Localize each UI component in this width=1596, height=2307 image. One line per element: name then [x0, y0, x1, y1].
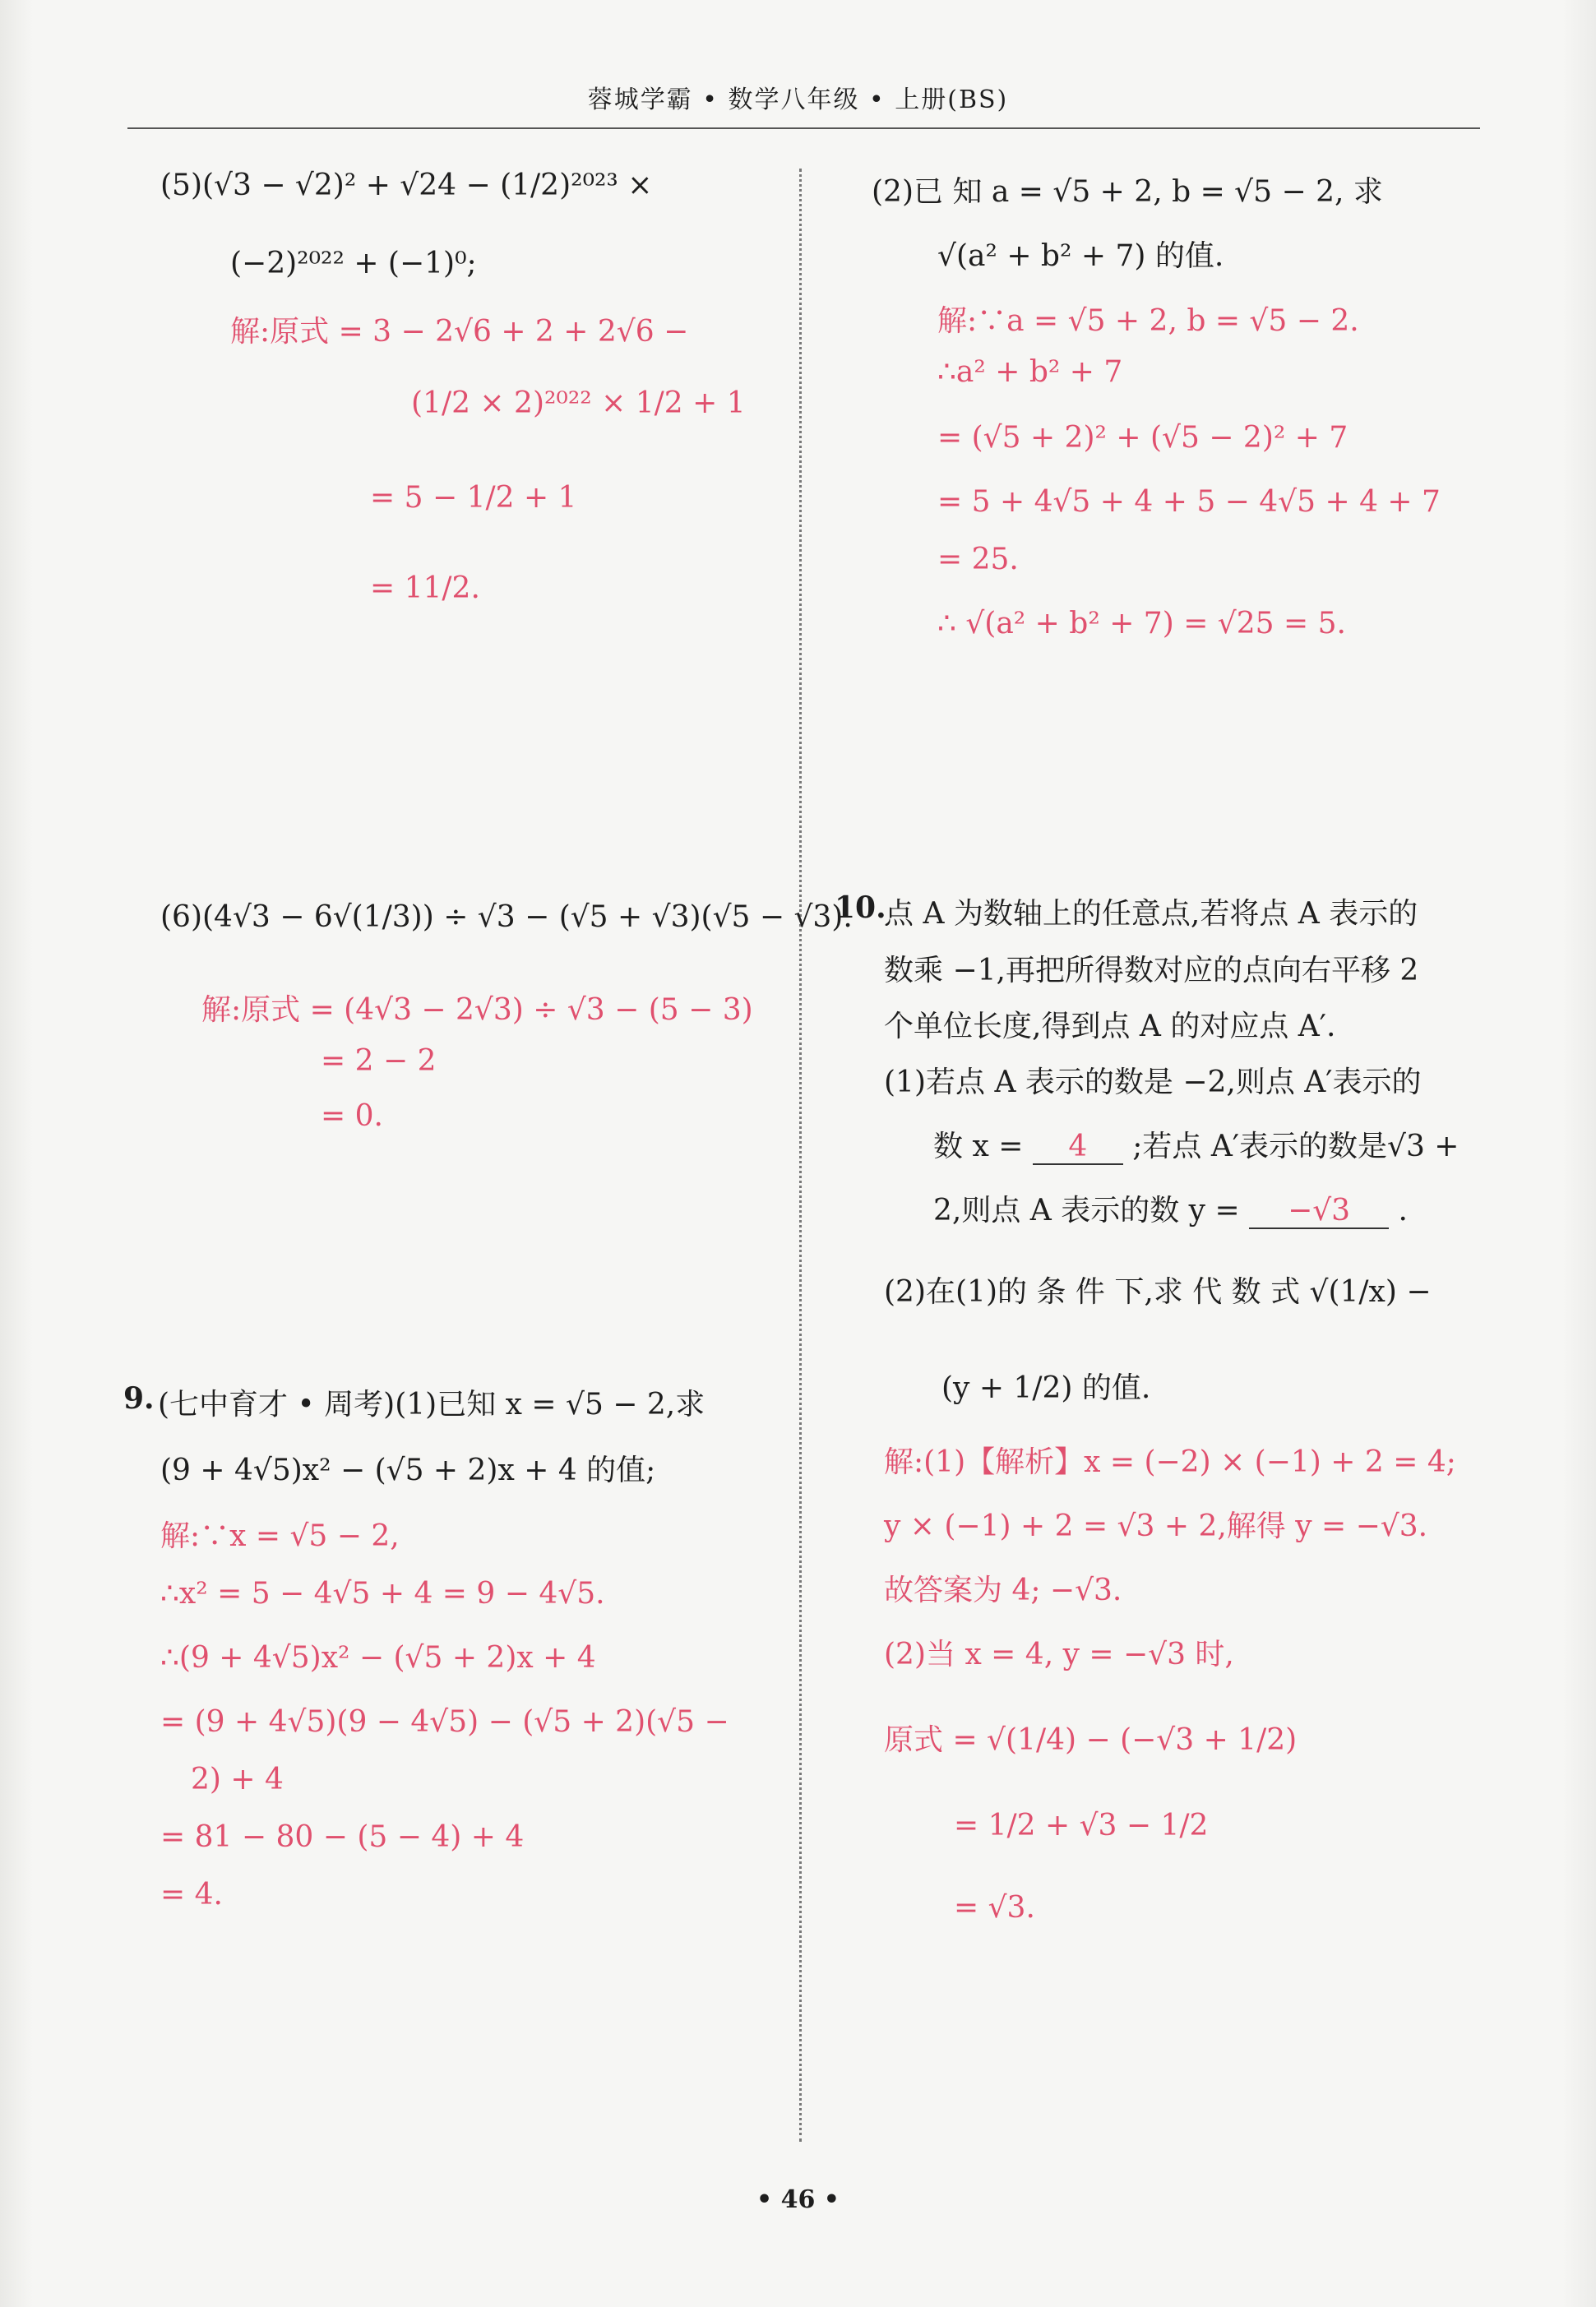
q10-part1-line-3	[933, 1187, 1408, 1229]
q10-solution-7: = √3.	[954, 1891, 1035, 1925]
q9-solution-6: = 81 − 80 − (5 − 4) + 4	[160, 1820, 525, 1854]
q6-solution-3: = 0.	[321, 1099, 383, 1133]
q5-line-2: (−2)²⁰²² + (−1)⁰;	[230, 247, 477, 280]
q2-solution-3: = (√5 + 2)² + (√5 − 2)² + 7	[937, 421, 1349, 455]
q9-line-1: (七中育才 • 周考)(1)已知 x = √5 − 2,求	[158, 1388, 705, 1422]
q10-number: 10.	[835, 890, 886, 925]
q2-solution-5: = 25.	[937, 543, 1019, 576]
q10-part1-line-2	[933, 1123, 1459, 1165]
q2-solution-4: = 5 + 4√5 + 4 + 5 − 4√5 + 4 + 7	[937, 485, 1441, 519]
q10-part2-line-1: (2)在(1)的 条 件 下,求 代 数 式 √(1/x) −	[884, 1275, 1432, 1309]
q9-solution-2: ∴x² = 5 − 4√5 + 4 = 9 − 4√5.	[160, 1577, 605, 1611]
q9-number: 9.	[123, 1381, 155, 1416]
q9-solution-5: 2) + 4	[191, 1763, 284, 1796]
q5-solution-2: (1/2 × 2)²⁰²² × 1/2 + 1	[411, 386, 746, 420]
q2-solution-6: ∴ √(a² + b² + 7) = √25 = 5.	[937, 607, 1346, 640]
page-header: 蓉城学霸 • 数学八年级 • 上册(BS)	[587, 86, 1009, 114]
q5-solution-3: = 5 − 1/2 + 1	[370, 481, 577, 515]
q10-solution-3: 故答案为 4; −√3.	[884, 1574, 1122, 1607]
q9-solution-1: 解:∵x = √5 − 2,	[160, 1519, 400, 1553]
q5-solution-1: 解:原式 = 3 − 2√6 + 2 + 2√6 −	[230, 315, 689, 349]
q6-solution-1: 解:原式 = (4√3 − 2√3) ÷ √3 − (5 − 3)	[201, 993, 753, 1027]
q9-solution-4: = (9 + 4√5)(9 − 4√5) − (√5 + 2)(√5 −	[160, 1705, 729, 1739]
q10-x-suffix: ;若点 A′表示的数是√3 +	[1132, 1130, 1460, 1163]
q9-solution-7: = 4.	[160, 1878, 223, 1912]
q10-y-suffix: .	[1398, 1194, 1408, 1227]
q6-line-1: (6)(4√3 − 6√(1/3)) ÷ √3 − (√5 + √3)(√5 − √3).	[160, 900, 853, 934]
header-rule	[127, 127, 1480, 129]
q10-y-prefix: 2,则点 A 表示的数 y =	[933, 1194, 1240, 1227]
page-number: • 46 •	[756, 2185, 840, 2214]
q2-solution-1: 解:∵a = √5 + 2, b = √5 − 2.	[937, 304, 1359, 338]
q10-line-1: 点 A 为数轴上的任意点,若将点 A 表示的	[884, 897, 1418, 931]
q9-line-2: (9 + 4√5)x² − (√5 + 2)x + 4 的值;	[160, 1454, 656, 1487]
q9-solution-3: ∴(9 + 4√5)x² − (√5 + 2)x + 4	[160, 1641, 596, 1675]
q10-solution-5: 原式 = √(1/4) − (−√3 + 1/2)	[884, 1723, 1298, 1757]
q5-line-1: (5)(√3 − √2)² + √24 − (1/2)²⁰²³ ×	[160, 169, 653, 202]
q10-x-answer: 4	[1033, 1130, 1123, 1165]
q2-line-1: (2)已 知 a = √5 + 2, b = √5 − 2, 求	[872, 175, 1383, 209]
q10-line-3: 个单位长度,得到点 A 的对应点 A′.	[884, 1010, 1336, 1043]
q10-part2-line-2: (y + 1/2) 的值.	[941, 1371, 1151, 1405]
q10-x-prefix: 数 x =	[933, 1130, 1024, 1163]
q10-part1-line-1: (1)若点 A 表示的数是 −2,则点 A′表示的	[884, 1066, 1422, 1099]
q5-solution-4: = 11/2.	[370, 571, 480, 605]
q2-line-2: √(a² + b² + 7) 的值.	[937, 239, 1224, 273]
q10-solution-2: y × (−1) + 2 = √3 + 2,解得 y = −√3.	[884, 1509, 1428, 1543]
q10-line-2: 数乘 −1,再把所得数对应的点向右平移 2	[884, 954, 1419, 987]
q10-solution-4: (2)当 x = 4, y = −√3 时,	[884, 1638, 1234, 1671]
q10-solution-1: 解:(1)【解析】x = (−2) × (−1) + 2 = 4;	[884, 1445, 1456, 1479]
q2-solution-2: ∴a² + b² + 7	[937, 355, 1123, 389]
q6-solution-2: = 2 − 2	[321, 1044, 437, 1078]
q10-solution-6: = 1/2 + √3 − 1/2	[954, 1809, 1209, 1842]
q10-y-answer: −√3	[1249, 1194, 1389, 1229]
column-divider	[799, 169, 802, 2142]
